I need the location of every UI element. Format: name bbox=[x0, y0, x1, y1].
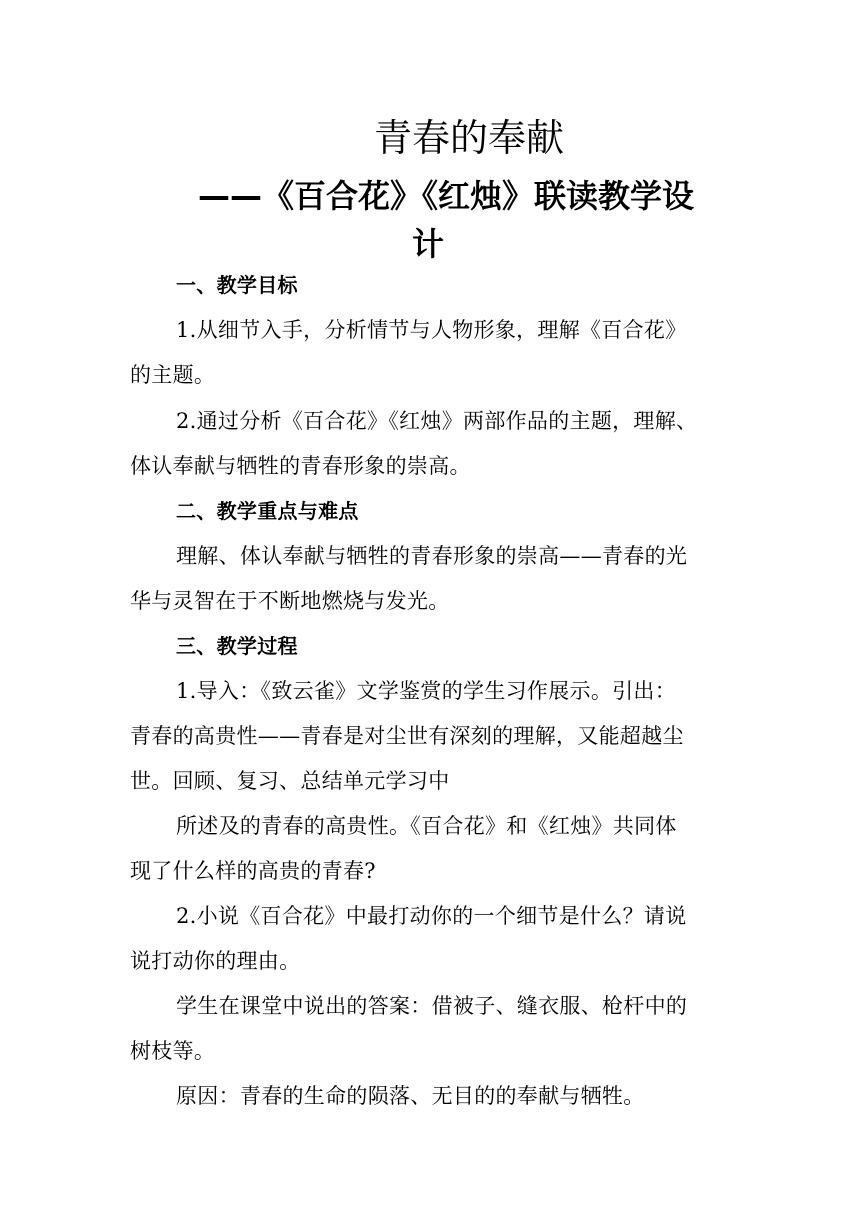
paragraph-line: 1.导入：《致云雀》文学鉴赏的学生习作展示。引出： bbox=[176, 679, 677, 703]
paragraph-line: 理解、体认奉献与牺牲的青春形象的崇高——青春的光 bbox=[176, 544, 688, 568]
paragraph-line: 所述及的青春的高贵性。《百合花》和《红烛》共同体 bbox=[176, 814, 677, 838]
section-heading-key-points: 二、教学重点与难点 bbox=[176, 499, 359, 523]
paragraph-line: 1.从细节入手，分析情节与人物形象，理解《百合花》 bbox=[176, 318, 687, 342]
paragraph-line: 体认奉献与牺牲的青春形象的崇高。 bbox=[130, 454, 471, 478]
paragraph-line: 青春的高贵性——青春是对尘世有深刻的理解，又能超越尘 bbox=[130, 724, 684, 748]
document-subtitle: ——《百合花》《红烛》联读教学设 bbox=[198, 177, 695, 215]
paragraph-line: 世。回顾、复习、总结单元学习中 bbox=[130, 769, 450, 793]
document-subtitle-continuation: 计 bbox=[412, 225, 445, 263]
paragraph-line: 说打动你的理由。 bbox=[130, 949, 301, 973]
paragraph-line: 华与灵智在于不断地燃烧与发光。 bbox=[130, 589, 450, 613]
paragraph-line: 现了什么样的高贵的青春? bbox=[130, 859, 376, 883]
paragraph-line: 2.小说《百合花》中最打动你的一个细节是什么？请说 bbox=[176, 904, 687, 928]
paragraph-line: 的主题。 bbox=[130, 363, 216, 387]
paragraph-line: 学生在课堂中说出的答案：借被子、缝衣服、枪杆中的 bbox=[176, 994, 688, 1018]
document-title: 青春的奉献 bbox=[373, 116, 564, 160]
section-heading-objectives: 一、教学目标 bbox=[176, 273, 298, 297]
paragraph-line: 2.通过分析《百合花》《红烛》两部作品的主题，理解、 bbox=[176, 409, 698, 433]
section-heading-process: 三、教学过程 bbox=[176, 634, 298, 658]
paragraph-line: 树枝等。 bbox=[130, 1039, 216, 1063]
paragraph-line: 原因：青春的生命的陨落、无目的的奉献与牺牲。 bbox=[176, 1084, 645, 1108]
